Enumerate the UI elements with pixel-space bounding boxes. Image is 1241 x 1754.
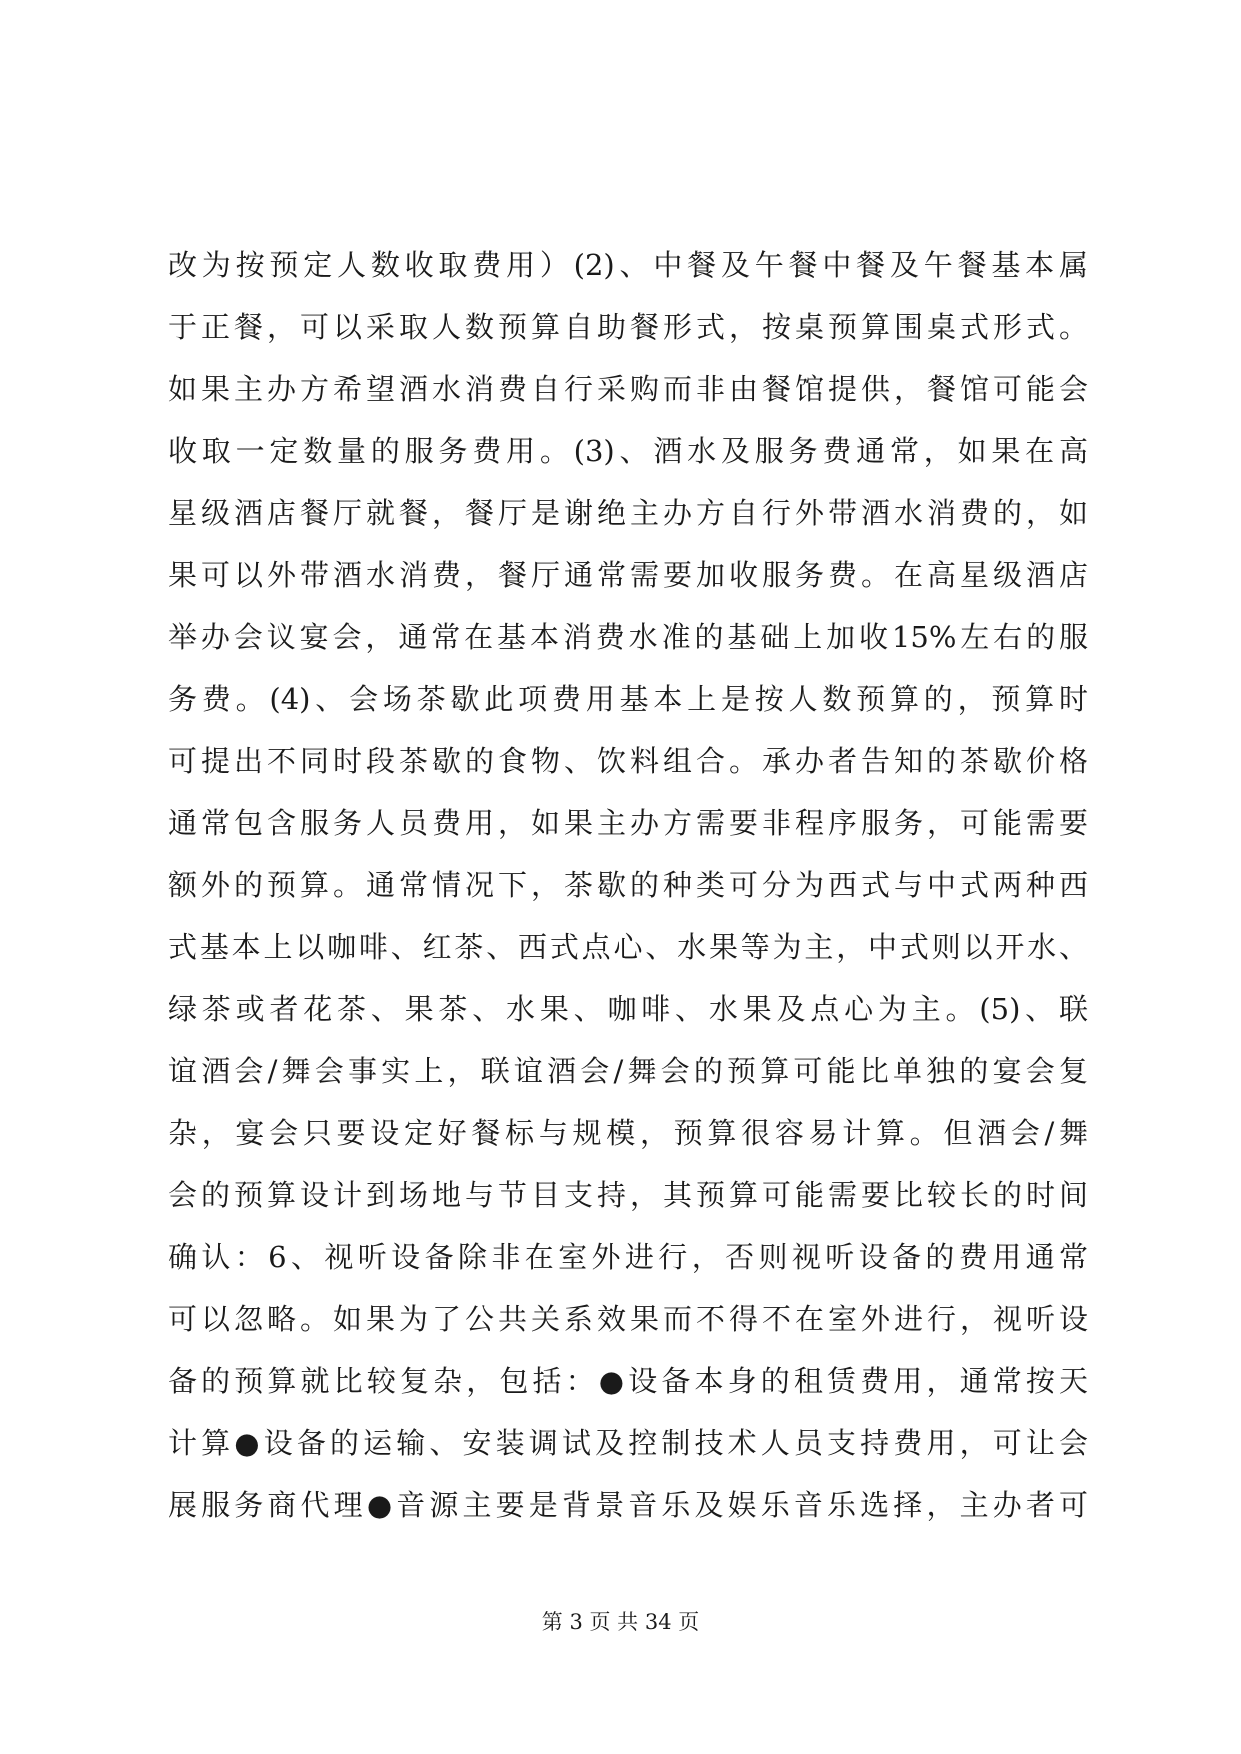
body-text <box>168 234 1088 1536</box>
text-line: 杂，宴会只要设定好餐标与规模，预算很容易计算。但酒会/舞 <box>168 1116 1088 1150</box>
text-line: 改为按预定人数收取费用）(2)、中餐及午餐中餐及午餐基本属 <box>168 248 1088 282</box>
text-line: 绿茶或者花茶、果茶、水果、咖啡、水果及点心为主。(5)、联 <box>168 992 1088 1026</box>
text-line: 谊酒会/舞会事实上，联谊酒会/舞会的预算可能比单独的宴会复 <box>168 1054 1088 1088</box>
text-line: 务费。(4)、会场茶歇此项费用基本上是按人数预算的，预算时 <box>168 682 1088 716</box>
text-line: 于正餐，可以采取人数预算自助餐形式，按桌预算围桌式形式。 <box>168 310 1088 344</box>
text-line: 果可以外带酒水消费，餐厅通常需要加收服务费。在高星级酒店 <box>168 558 1088 592</box>
text-line: 会的预算设计到场地与节目支持，其预算可能需要比较长的时间 <box>168 1178 1088 1212</box>
text-line: 通常包含服务人员费用，如果主办方需要非程序服务，可能需要 <box>168 806 1088 840</box>
text-line: 确认：6、视听设备除非在室外进行，否则视听设备的费用通常 <box>168 1240 1088 1274</box>
text-line: 额外的预算。通常情况下，茶歇的种类可分为西式与中式两种西 <box>168 868 1088 902</box>
text-line: 备的预算就比较复杂，包括：●设备本身的租赁费用，通常按天 <box>168 1364 1088 1398</box>
text-line: 可以忽略。如果为了公共关系效果而不得不在室外进行，视听设 <box>168 1302 1088 1336</box>
text-line: 收取一定数量的服务费用。(3)、酒水及服务费通常，如果在高 <box>168 434 1088 468</box>
text-line: 展服务商代理●音源主要是背景音乐及娱乐音乐选择，主办者可 <box>168 1488 1088 1522</box>
text-line: 可提出不同时段茶歇的食物、饮料组合。承办者告知的茶歇价格 <box>168 744 1088 778</box>
text-line: 举办会议宴会，通常在基本消费水准的基础上加收15%左右的服 <box>168 620 1088 654</box>
text-line: 计算●设备的运输、安装调试及控制技术人员支持费用，可让会 <box>168 1426 1088 1460</box>
text-line: 式基本上以咖啡、红茶、西式点心、水果等为主，中式则以开水、 <box>168 930 1088 964</box>
page-number-footer: 第 3 页 共 34 页 <box>541 1610 700 1634</box>
text-line: 如果主办方希望酒水消费自行采购而非由餐馆提供，餐馆可能会 <box>168 372 1088 406</box>
text-line: 星级酒店餐厅就餐，餐厅是谢绝主办方自行外带酒水消费的，如 <box>168 496 1088 530</box>
